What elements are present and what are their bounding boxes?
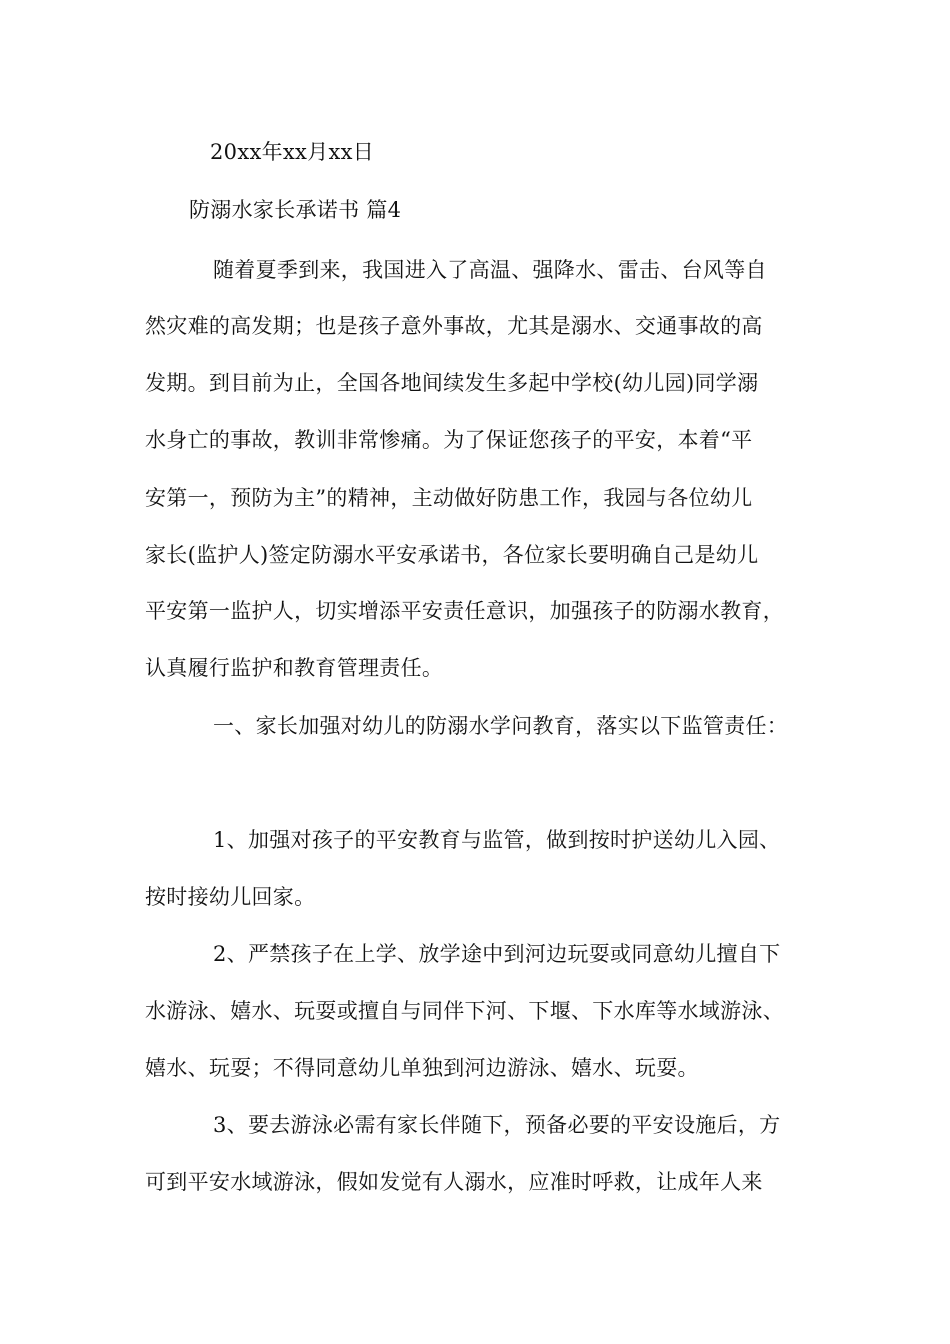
- item-1-line: 按时接幼儿回家。: [145, 885, 316, 909]
- paragraph-1-line: 水身亡的事故，教训非常惨痛。为了保证您孩子的平安，本着“平: [145, 428, 753, 452]
- paragraph-1-line: 然灾难的高发期；也是孩子意外事故，尤其是溺水、交通事故的高: [145, 314, 763, 338]
- heading-1: 一、家长加强对幼儿的防溺水学问教育，落实以下监管责任：: [213, 714, 789, 738]
- section-title: 防溺水家长承诺书 篇4: [189, 198, 402, 222]
- paragraph-1-line: 认真履行监护和教育管理责任。: [145, 656, 444, 680]
- document-date: 20xx年xx月xx日: [210, 140, 375, 164]
- paragraph-1-line: 安第一，预防为主”的精神，主动做好防患工作，我园与各位幼儿: [145, 486, 753, 510]
- item-3-line: 可到平安水域游泳，假如发觉有人溺水，应准时呼救，让成年人来: [145, 1170, 763, 1194]
- item-2-line: 水游泳、嬉水、玩耍或擅自与同伴下河、下堰、下水库等水域游泳、: [145, 999, 784, 1023]
- paragraph-1-line: 随着夏季到来，我国进入了高温、强降水、雷击、台风等自: [213, 258, 767, 282]
- paragraph-1-line: 家长(监护人)签定防溺水平安承诺书，各位家长要明确自己是幼儿: [145, 543, 759, 567]
- item-3-line: 3、要去游泳必需有家长伴随下，预备必要的平安设施后，方: [213, 1113, 781, 1137]
- paragraph-1-line: 发期。到目前为止，全国各地间续发生多起中学校(幼儿园)同学溺: [145, 371, 759, 395]
- item-1-line: 1、加强对孩子的平安教育与监管，做到按时护送幼儿入园、: [213, 828, 781, 852]
- paragraph-1-line: 平安第一监护人，切实增添平安责任意识，加强孩子的防溺水教育，: [145, 599, 784, 623]
- item-2-line: 2、严禁孩子在上学、放学途中到河边玩耍或同意幼儿擅自下: [213, 942, 781, 966]
- item-2-line: 嬉水、玩耍；不得同意幼儿单独到河边游泳、嬉水、玩耍。: [145, 1056, 699, 1080]
